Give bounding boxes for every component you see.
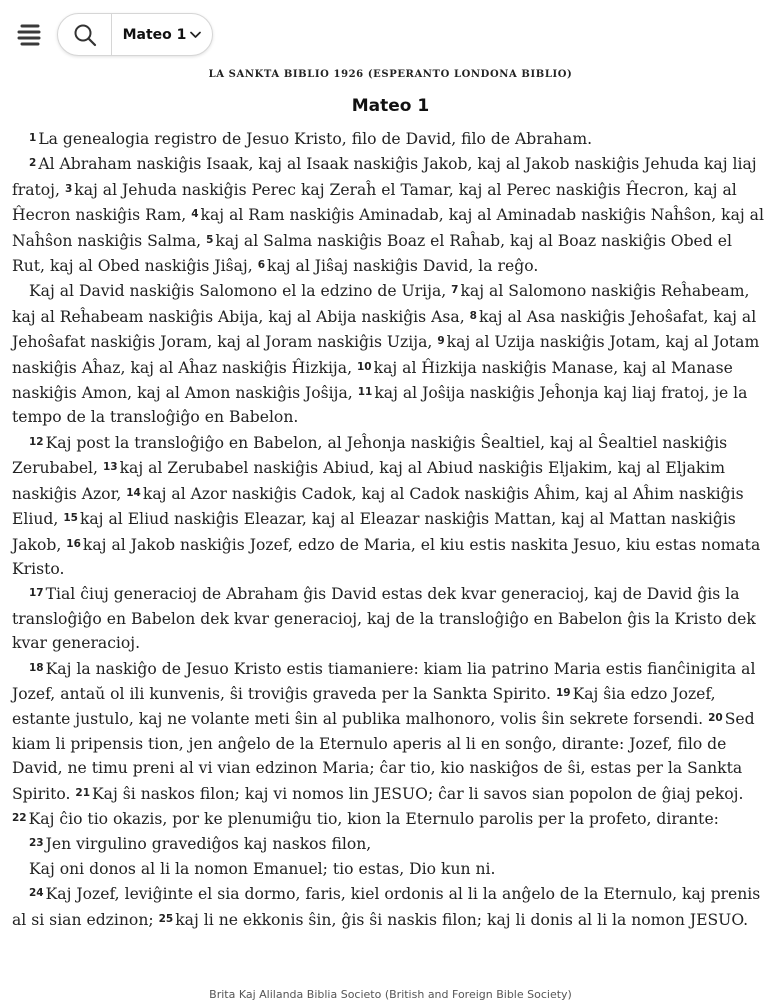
- verse[interactable]: [258, 257, 539, 275]
- paragraph: [12, 831, 769, 856]
- verse-number: 11: [357, 386, 373, 399]
- verse-text: Kaj ĉio tio okazis, por ke plenumiĝu tio, kion la Eternulo parolis per la profeto, dirante:: [28, 809, 719, 828]
- verse-text: kaj al Asa naskiĝis Jehoŝafat, kaj al Jehoŝafat naskiĝis Joram, kaj al Joram naskiĝis Uzija,: [12, 307, 757, 352]
- paragraph: [12, 881, 769, 932]
- verse-text: La genealogia registro de Jesuo Kristo, filo de David, filo de Abraham.: [38, 130, 593, 148]
- paragraph: [12, 151, 769, 278]
- verse-text: kaj al Azor naskiĝis Cadok, kaj al Cadok naskiĝis Aĥim, kaj al Aĥim naskiĝis Eliud,: [12, 484, 744, 529]
- verse[interactable]: [29, 282, 446, 300]
- verse-number: 4: [191, 208, 199, 221]
- verse[interactable]: [29, 860, 496, 878]
- verse-number: 14: [126, 486, 141, 499]
- verse-number: 19: [555, 686, 571, 699]
- verse-number: 23: [29, 837, 44, 850]
- verse-number: 17: [29, 587, 44, 600]
- verse-text: kaj al Salomono naskiĝis Reĥabeam, kaj al Reĥabeam naskiĝis Abija, kaj al Abija naskiĝis Asa,: [12, 282, 750, 326]
- verse-number: 9: [437, 335, 445, 348]
- verse-number: 24: [29, 887, 44, 900]
- verse-text: Kaj al David naskiĝis Salomono el la edzino de Urija,: [29, 282, 447, 301]
- chapter-selector[interactable]: [112, 14, 212, 55]
- chapter-navigation-pill: [57, 13, 213, 56]
- paragraph: [12, 656, 769, 832]
- verse-text: Kaj ŝi naskos filon; kaj vi nomos lin JESUO; ĉar li savos sian popolon de ĝiaj pekoj.: [92, 784, 744, 803]
- verse[interactable]: [12, 536, 760, 578]
- verse-text: Kaj la naskiĝo de Jesuo Kristo estis tiamaniere: kiam lia patrino Maria estis fianĉinigita al Jozef, antaŭ ol ili kunvenis, ŝi troviĝis graveda per la Sankta Spirito.: [12, 659, 756, 703]
- verse-text: kaj al Jakob naskiĝis Jozef, edzo de Maria, el kiu estis naskita Jesuo, kiu estas nomata Kristo.: [12, 535, 761, 578]
- verse-number: 25: [158, 912, 174, 925]
- verse-number: 12: [29, 435, 44, 448]
- verse-number: 2: [29, 157, 37, 170]
- search-button[interactable]: [58, 14, 112, 55]
- verse-text: Sed kiam li pripensis tion, jen anĝelo de la Eternulo aperis al li en sonĝo, dirante: Jozef, filo de David, ne timu preni al vi vian edzinon Maria; ĉar tio, kio naskiĝos de ŝi, estas per la Sankta Spirito.: [12, 710, 755, 803]
- verse-number: 5: [206, 233, 214, 246]
- verse-text: Jen virgulino gravediĝos kaj naskos filon,: [45, 835, 372, 854]
- verse[interactable]: [12, 810, 719, 828]
- verse-text: kaj al Salma naskiĝis Boaz el Raĥab, kaj al Boaz naskiĝis Obed el Rut, kaj al Obed naskiĝis Jiŝaj,: [12, 231, 732, 276]
- verse-text: kaj al Uzija naskiĝis Jotam, kaj al Jotam naskiĝis Aĥaz, kaj al Aĥaz naskiĝis Ĥizkija,: [12, 333, 760, 377]
- chevron-down-icon: [190, 31, 201, 39]
- menu-button[interactable]: [14, 18, 46, 52]
- verse-number: 6: [257, 259, 265, 272]
- verse-number: 3: [64, 182, 73, 195]
- verse-text: kaj al Ram naskiĝis Aminadab, kaj al Aminadab naskiĝis Naĥŝon, kaj al Naĥŝon naskiĝis Salma,: [12, 206, 764, 250]
- verse[interactable]: [159, 911, 749, 929]
- verse-number: 20: [708, 712, 723, 725]
- paragraph: [12, 857, 769, 881]
- paragraph: [12, 581, 769, 655]
- verse-text: Kaj post la transloĝiĝo en Babelon, al Jeĥonja naskiĝis Ŝealtiel, kaj al Ŝealtiel naskiĝis Zerubabel,: [12, 433, 728, 478]
- verse-text: Al Abraham naskiĝis Isaak, kaj al Isaak naskiĝis Jakob, kaj al Jakob naskiĝis Jehuda kaj liaj fratoj,: [12, 155, 757, 199]
- verse-text: kaj al Zerubabel naskiĝis Abiud, kaj al Abiud naskiĝis Eljakim, kaj al Eljakim naskiĝis Azor,: [12, 459, 726, 503]
- verse-text: kaj al Joŝija naskiĝis Jeĥonja kaj liaj fratoj, je la tempo de la transloĝiĝo en Babelon.: [12, 384, 748, 427]
- verse[interactable]: [12, 585, 756, 652]
- verse-text: Kaj ŝia edzo Jozef, estante justulo, kaj ne volante meti ŝin al publika malhonoro, volis ŝin sekrete forsendi.: [12, 684, 716, 729]
- verse-number: 10: [357, 360, 372, 373]
- verse[interactable]: [75, 785, 743, 803]
- verse[interactable]: [29, 130, 592, 148]
- verse-text: kaj li ne ekkonis ŝin, ĝis ŝi naskis filon; kaj li donis al li la nomon JESUO.: [175, 910, 749, 929]
- verse-number: 15: [63, 512, 78, 525]
- verse-number: 13: [102, 461, 118, 474]
- menu-lines-icon: [14, 18, 46, 52]
- verse[interactable]: [29, 835, 371, 853]
- verse-number: 22: [12, 811, 27, 824]
- paragraph: [12, 278, 769, 429]
- chapter-text: [12, 126, 769, 932]
- verse-text: Kaj Jozef, leviĝinte el sia dormo, faris, kiel ordonis al li la anĝelo de la Eternulo, kaj prenis al si sian edzinon;: [12, 885, 761, 929]
- paragraph: [12, 430, 769, 581]
- verse-text: kaj al Ĥizkija naskiĝis Manase, kaj al Manase naskiĝis Amon, kaj al Amon naskiĝis Joŝija,: [12, 358, 733, 403]
- verse-number: 7: [451, 284, 459, 297]
- search-icon: [73, 23, 97, 47]
- verse-number: 8: [469, 309, 477, 322]
- verse-text: Kaj oni donos al li la nomon Emanuel; tio estas, Dio kun ni.: [29, 859, 496, 878]
- verse-number: 16: [66, 537, 81, 550]
- top-bar: [0, 0, 781, 66]
- verse-number: 21: [75, 786, 91, 799]
- verse-number: 18: [29, 661, 44, 674]
- chapter-title: Mateo 1: [351, 96, 430, 116]
- chapter-selector-label: Mateo 1: [122, 26, 187, 43]
- verse-text: kaj al Jiŝaj naskiĝis David, la reĝo.: [267, 257, 539, 276]
- verse-number: 1: [29, 132, 37, 144]
- verse-text: kaj al Jehuda naskiĝis Perec kaj Zeraĥ el Tamar, kaj al Perec naskiĝis Ĥecron, kaj al Ĥecron naskiĝis Ram,: [12, 180, 737, 225]
- verse-text: kaj al Eliud naskiĝis Eleazar, kaj al Eleazar naskiĝis Mattan, kaj al Mattan naskiĝis Jakob,: [12, 510, 736, 554]
- bible-version-title: LA SANKTA BIBLIO 1926 (ESPERANTO LONDONA BIBLIO): [208, 69, 573, 80]
- copyright-footer: Brita Kaj Alilanda Biblia Societo (British and Foreign Bible Society): [209, 988, 572, 1001]
- verse-text: Tial ĉiuj generacioj de Abraham ĝis David estas dek kvar generacioj, kaj de David ĝis la transloĝiĝo en Babelon dek kvar generacioj, kaj de la transloĝiĝo en Babelon ĝis la Kristo dek kvar generacioj.: [12, 585, 756, 653]
- paragraph: [12, 126, 769, 151]
